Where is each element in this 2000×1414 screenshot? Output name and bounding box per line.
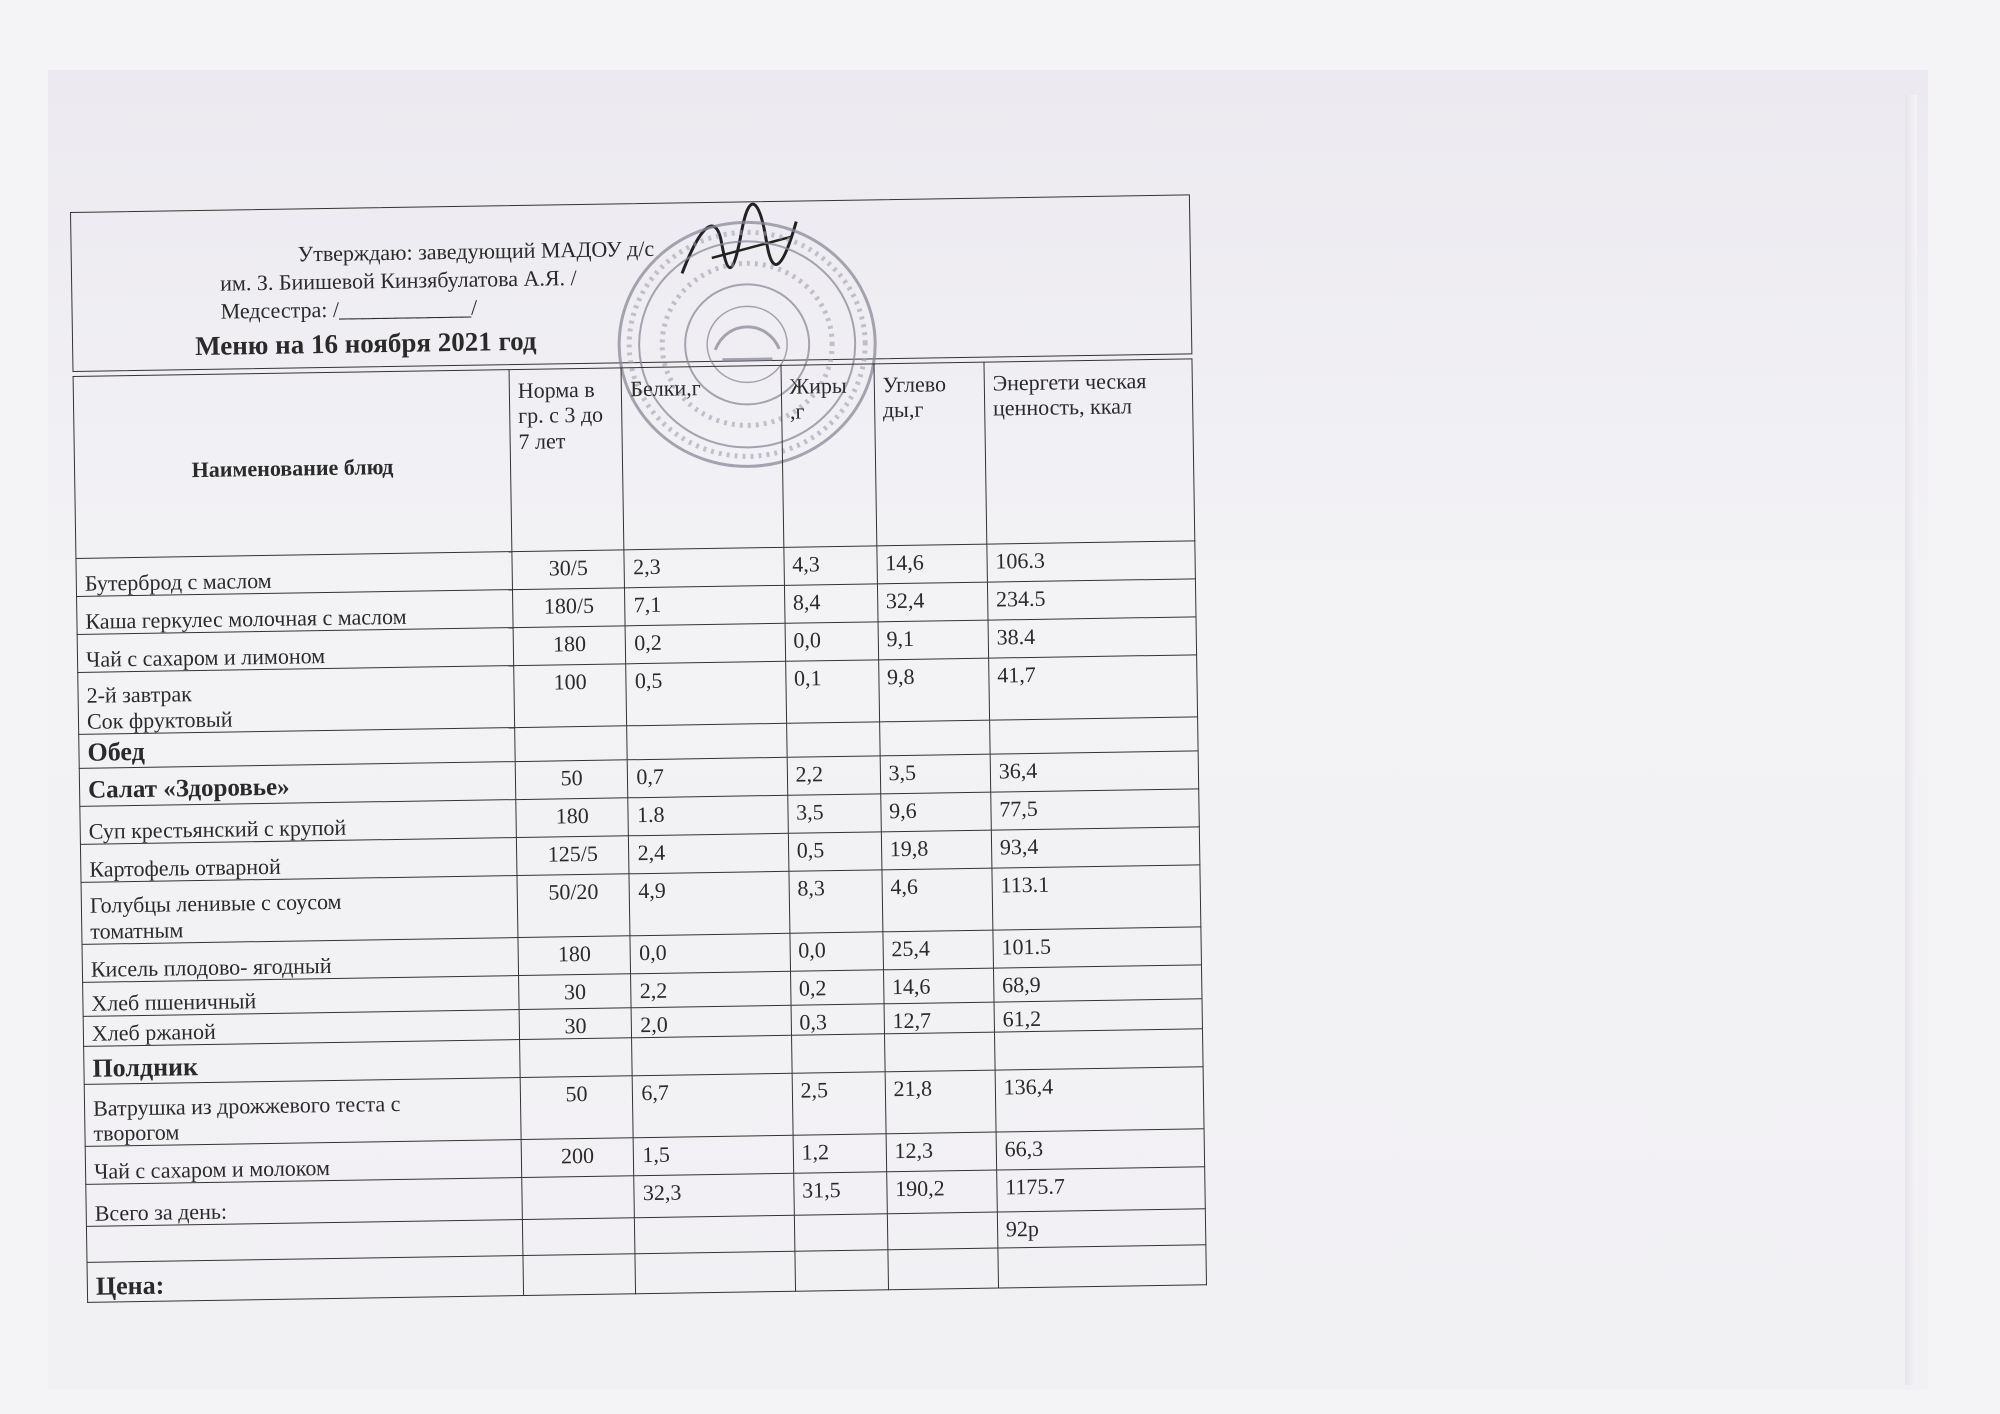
- empty-cell: [884, 1032, 995, 1072]
- empty-cell: [994, 1029, 1203, 1070]
- carbs-cell: 9,6: [880, 792, 991, 832]
- kcal-cell: 93,4: [991, 827, 1200, 868]
- approval-line-name: им. З. Биишевой Кинзябулатова А.Я. /: [219, 265, 577, 296]
- fat-cell: 3,5: [787, 794, 881, 833]
- dish-name: Бутерброд с маслом: [76, 552, 512, 597]
- scan-edge: [1905, 95, 1917, 1385]
- norm-cell: 50: [520, 1076, 634, 1140]
- dish-name: Суп крестьянский с крупой: [80, 800, 516, 845]
- carbs-cell: 3,5: [880, 754, 991, 794]
- empty-cell: [888, 1248, 999, 1290]
- carbs-cell: [887, 1212, 998, 1250]
- dish-name: Чай с сахаром и лимоном: [77, 628, 513, 673]
- protein-cell: 2,2: [631, 971, 791, 1007]
- carbs-cell: 25,4: [883, 930, 994, 970]
- fat-cell: 8,3: [789, 870, 883, 933]
- protein-cell: 2,4: [629, 833, 789, 873]
- kcal-cell: 66,3: [996, 1129, 1205, 1170]
- norm-cell: 50/20: [517, 874, 631, 938]
- protein-cell: 32,3: [634, 1174, 794, 1218]
- empty-cell: [514, 726, 627, 762]
- approval-line-nurse: Медсестра: /____________/: [220, 294, 478, 324]
- norm-cell: 180: [513, 626, 626, 666]
- carbs-cell: 14,6: [877, 544, 988, 584]
- approval-line-head: Утверждаю: заведующий МАДОУ д/с: [297, 235, 655, 267]
- protein-cell: 6,7: [633, 1074, 793, 1138]
- dish-name: Салат «Здоровье»: [79, 762, 515, 807]
- protein-cell: [635, 1216, 795, 1254]
- kcal-cell: 136,4: [995, 1067, 1204, 1132]
- carbs-cell: 12,3: [886, 1132, 997, 1172]
- protein-cell: 0,7: [628, 757, 788, 797]
- dish-name-line: творогом: [93, 1119, 180, 1146]
- empty-cell: [998, 1245, 1207, 1288]
- fat-cell: 0,3: [791, 1004, 884, 1036]
- fat-cell: 0,0: [785, 622, 879, 661]
- protein-cell: 1,5: [634, 1136, 794, 1176]
- section-title: Обед: [79, 728, 515, 769]
- fat-cell: 0,5: [788, 832, 882, 871]
- kcal-cell: 41,7: [988, 655, 1197, 720]
- fat-cell: 31,5: [793, 1172, 887, 1215]
- carbs-cell: 21,8: [885, 1070, 996, 1134]
- table-header-row: [73, 359, 1195, 559]
- norm-cell: 30: [518, 974, 631, 1010]
- dish-name: Хлеб ржаной: [83, 1010, 519, 1047]
- column-header-fat: Жиры ,г: [781, 364, 877, 547]
- dish-name: Каша геркулес молочная с маслом: [77, 590, 513, 635]
- fat-cell: 1,2: [793, 1134, 887, 1173]
- norm-cell: [522, 1218, 635, 1256]
- empty-cell: [627, 723, 787, 759]
- kcal-cell: 106.3: [987, 541, 1196, 582]
- fat-cell: 4,3: [783, 546, 877, 585]
- fat-cell: 2,2: [787, 756, 881, 795]
- column-header-carbs: Углево ды,г: [874, 362, 987, 546]
- carbs-cell: 4,6: [882, 868, 993, 932]
- carbs-cell: 9,1: [878, 620, 989, 660]
- column-header-norm: Норма в гр. с 3 до 7 лет: [509, 368, 624, 552]
- norm-cell: 180/5: [512, 588, 625, 628]
- menu-table: [73, 358, 1207, 1303]
- protein-cell: 0,0: [630, 933, 790, 973]
- carbs-cell: 14,6: [883, 968, 994, 1004]
- empty-cell: [879, 720, 990, 756]
- menu-title: Меню на 16 ноября 2021 год: [194, 325, 537, 362]
- carbs-cell: 9,8: [878, 658, 989, 722]
- norm-cell: 30/5: [512, 550, 625, 590]
- empty-cell: [632, 1036, 792, 1076]
- protein-cell: 1.8: [628, 795, 788, 835]
- kcal-cell: 61,2: [994, 999, 1203, 1033]
- dish-name-line: Голубцы ленивые с соусом: [89, 889, 342, 919]
- dish-name: Кисель плодово- ягодный: [82, 938, 518, 983]
- protein-cell: 0,5: [626, 661, 786, 725]
- fat-cell: 2,5: [792, 1072, 886, 1135]
- dish-name: [78, 666, 515, 735]
- section-title: Полдник: [84, 1040, 520, 1085]
- menu-table-body: [76, 541, 1207, 1303]
- fat-cell: 8,4: [784, 584, 878, 623]
- section-title: Цена:: [87, 1256, 523, 1303]
- protein-cell: 2,3: [624, 547, 784, 587]
- fat-cell: 0,1: [785, 660, 879, 723]
- norm-cell: 125/5: [516, 836, 629, 876]
- empty-cell: [519, 1038, 632, 1078]
- protein-cell: 2,0: [632, 1005, 792, 1038]
- carbs-cell: 32,4: [877, 582, 988, 622]
- kcal-cell: 234.5: [987, 579, 1196, 620]
- protein-cell: 0,2: [626, 623, 786, 663]
- column-header-protein: Белки,г: [621, 365, 783, 549]
- empty-cell: [523, 1254, 636, 1296]
- empty-cell: [635, 1252, 795, 1294]
- empty-cell: [989, 717, 1198, 754]
- fat-cell: [794, 1214, 888, 1251]
- dish-name: [84, 1078, 521, 1147]
- dish-name-line: 2-й завтрак: [86, 681, 193, 709]
- carbs-cell: 19,8: [881, 830, 992, 870]
- fat-cell: 0,2: [790, 970, 884, 1005]
- dish-name: Хлеб пшеничный: [83, 976, 519, 1017]
- column-header-kcal: Энергети ческая ценность, ккал: [984, 359, 1195, 544]
- dish-name: [81, 876, 518, 945]
- carbs-cell: 12,7: [884, 1002, 995, 1034]
- norm-cell: 30: [519, 1008, 632, 1040]
- norm-cell: 200: [521, 1138, 634, 1178]
- dish-name-line: Сок фруктовый: [86, 706, 233, 734]
- protein-cell: 4,9: [629, 871, 789, 935]
- kcal-cell: 77,5: [991, 789, 1200, 830]
- kcal-cell: 38.4: [988, 617, 1197, 658]
- kcal-cell: 101.5: [993, 927, 1202, 968]
- dish-name: Картофель отварной: [80, 838, 516, 883]
- norm-cell: 100: [514, 664, 628, 728]
- norm-cell: 180: [516, 798, 629, 838]
- dish-name: Чай с сахаром и молоком: [85, 1140, 521, 1185]
- empty-cell: [795, 1250, 889, 1291]
- empty-cell: [791, 1034, 885, 1073]
- dish-name-line: Ватрушка из дрожжевого теста с: [92, 1090, 401, 1121]
- dish-name-line: томатным: [90, 917, 184, 944]
- carbs-cell: 190,2: [886, 1170, 997, 1214]
- column-header-dish: Наименование блюд: [73, 370, 512, 559]
- empty-cell: [786, 722, 880, 757]
- kcal-cell: 1175.7: [996, 1167, 1205, 1212]
- kcal-cell: 36,4: [990, 751, 1199, 792]
- kcal-cell: 92р: [997, 1209, 1206, 1248]
- protein-cell: 7,1: [625, 585, 785, 625]
- kcal-cell: 113.1: [992, 865, 1201, 930]
- norm-cell: 180: [518, 936, 631, 976]
- kcal-cell: 68,9: [993, 965, 1202, 1002]
- norm-cell: [522, 1176, 635, 1220]
- norm-cell: 50: [515, 760, 628, 800]
- fat-cell: 0,0: [790, 932, 884, 971]
- dish-name: Всего за день:: [86, 1178, 522, 1227]
- menu-document: [70, 194, 1248, 1372]
